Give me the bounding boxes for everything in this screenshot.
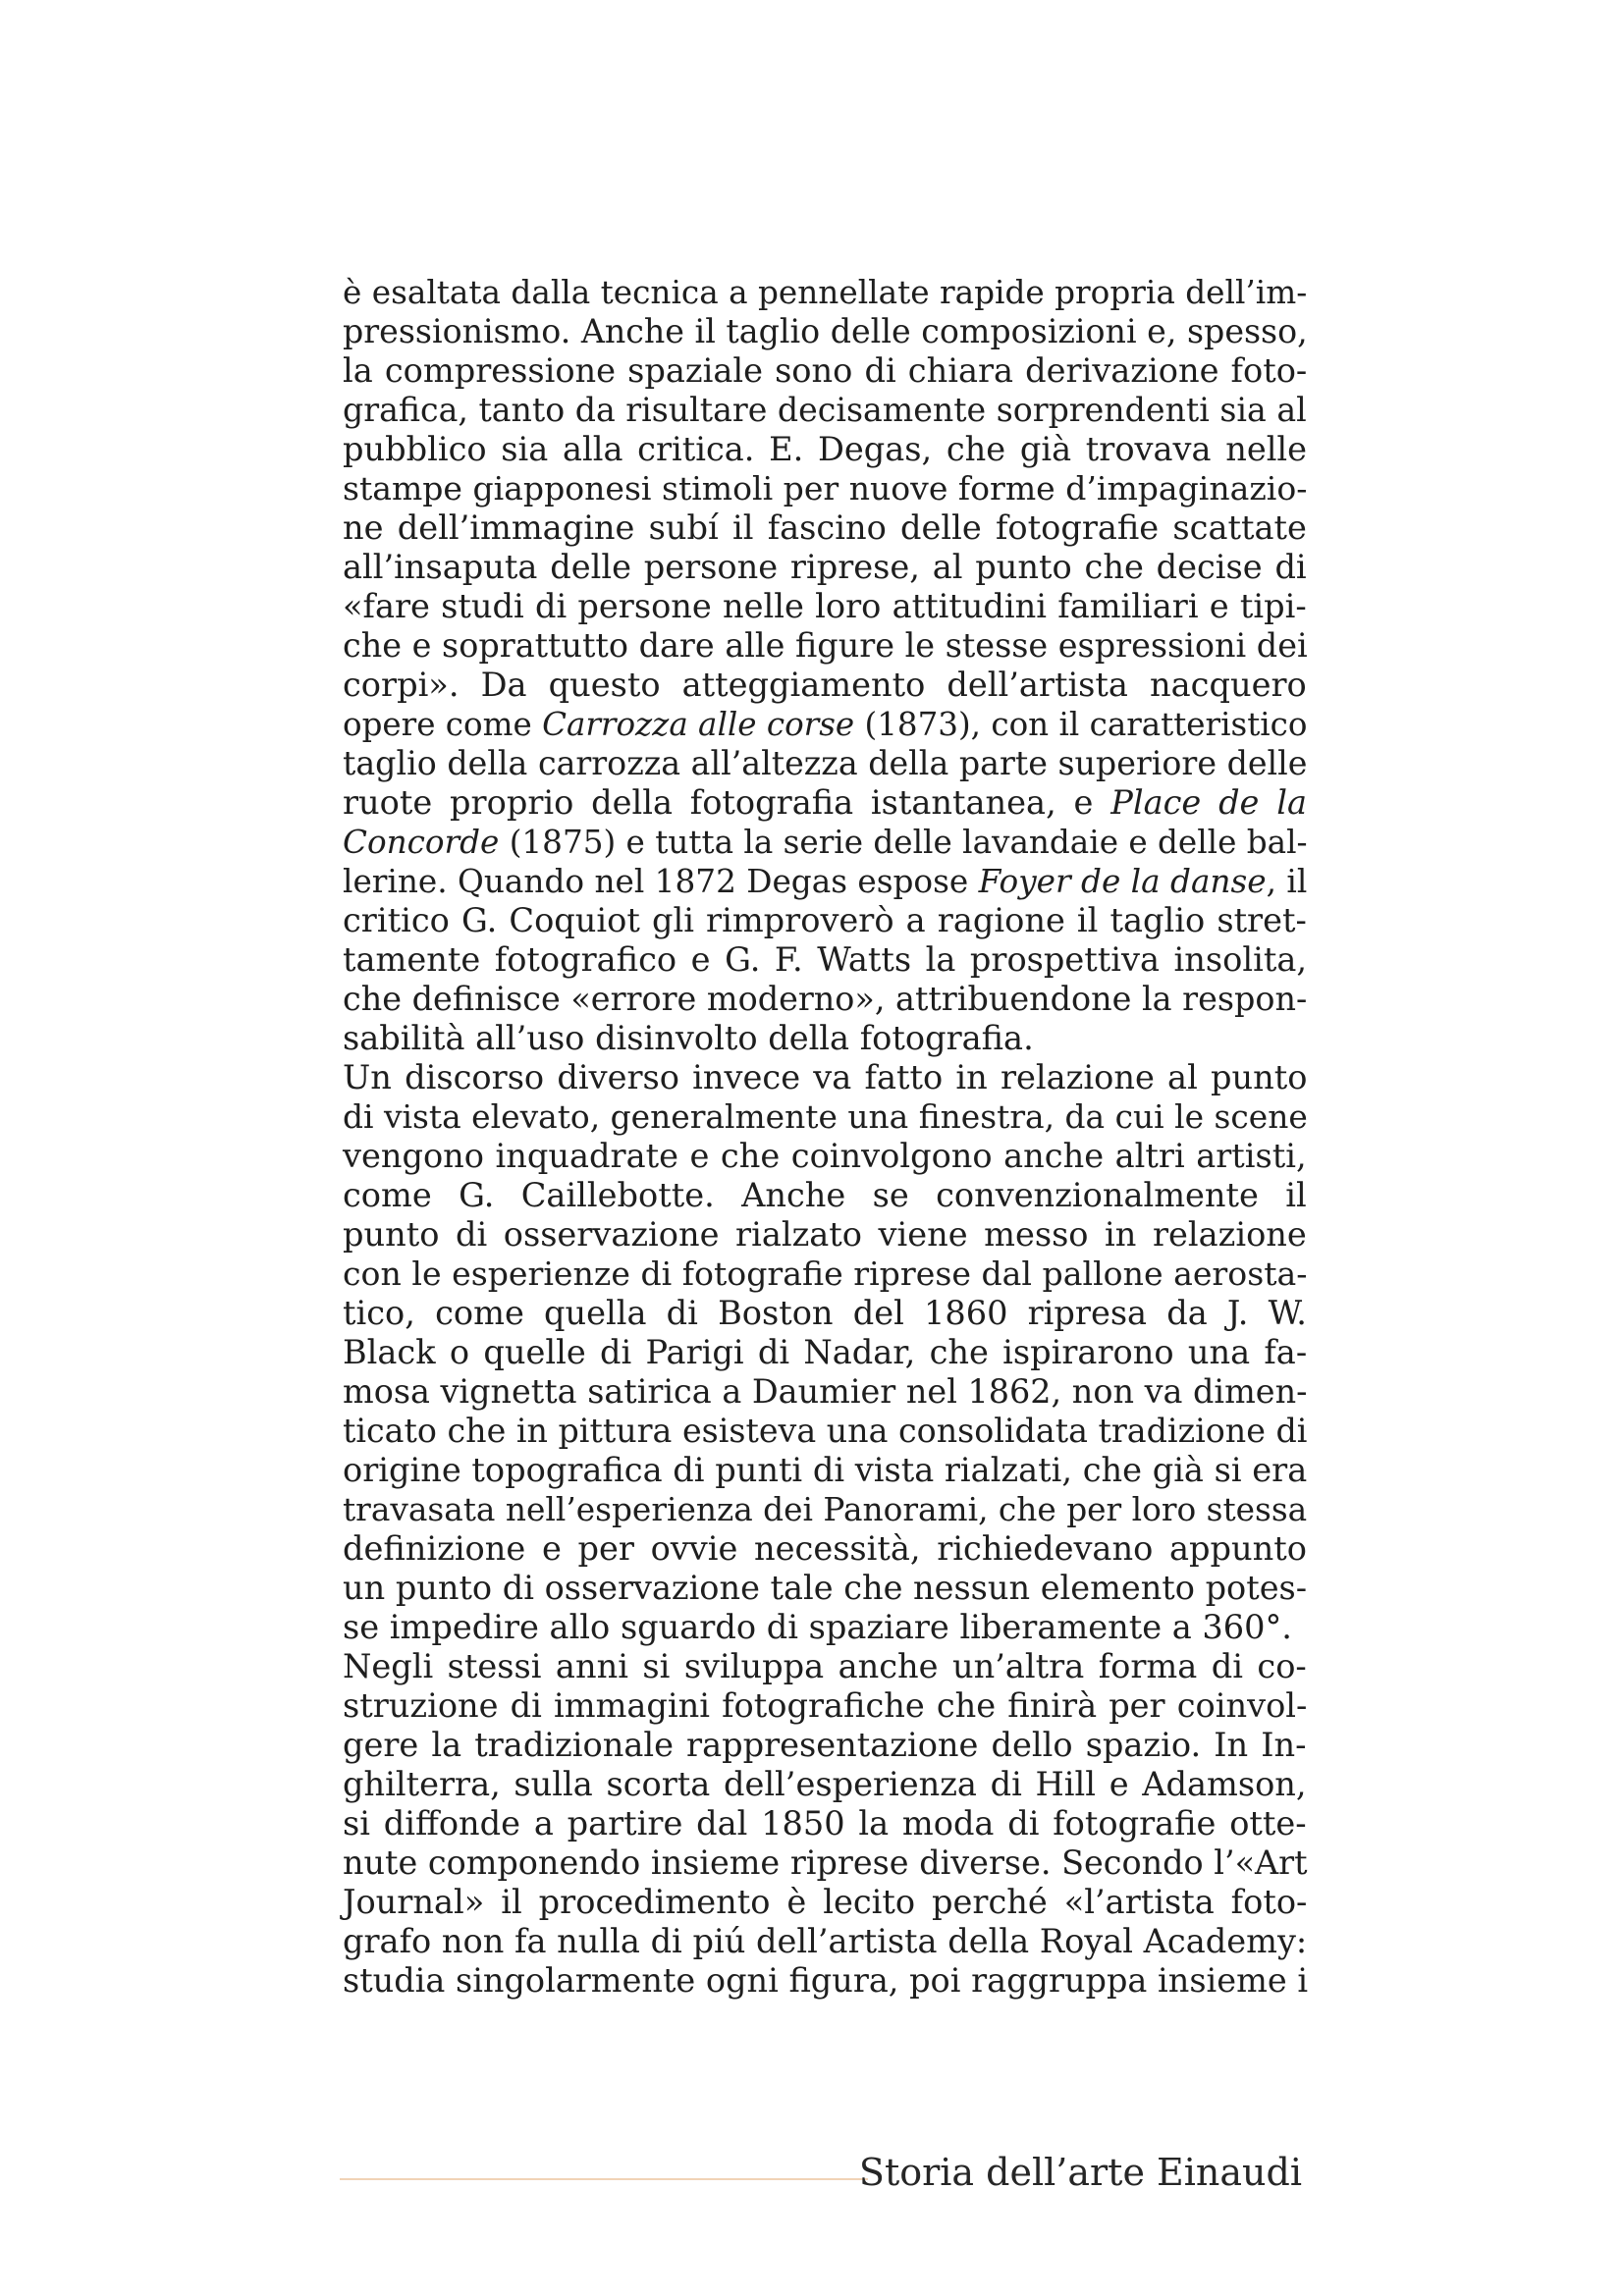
text-line: taglio della carrozza all’altezza della parte superiore delle [343,744,1308,782]
text-line: un punto di osservazione tale che nessun elemento potes- [343,1569,1308,1607]
text-line: tico, come quella di Boston del 1860 ripresa da J. W. [343,1294,1307,1332]
text-line: all’insaputa delle persone riprese, al punto che decise di [343,548,1307,586]
text-line: si diffonde a partire dal 1850 la moda di fotografie otte- [343,1804,1307,1842]
text-line [343,862,1307,901]
text-line: è esaltata dalla tecnica a pennellate rapide propria dell’im- [343,274,1308,311]
italic-title: Concorde [343,824,500,861]
text-line: gere la tradizionale rappresentazione dello spazio. In In- [343,1726,1307,1764]
text-line: se impedire allo sguardo di spaziare liberamente a 360°. [343,1608,1292,1646]
text-line: che definisce «errore moderno», attribuendone la respon- [343,980,1308,1018]
text-line: con le esperienze di fotografie riprese dal pallone aerosta- [343,1255,1308,1293]
text-line: che e soprattutto dare alle figure le stesse espressioni dei [343,626,1308,665]
footer-title: Storia dell’arte Einaudi [858,2151,1302,2194]
text-line: definizione e per ovvie necessità, richiedevano appunto [343,1529,1307,1568]
text-line: la compressione spaziale sono di chiara derivazione foto- [343,351,1308,390]
text-line: Negli stessi anni si sviluppa anche un’altra forma di co- [343,1647,1307,1685]
text-line: Journal» il procedimento è lecito perché «l’artista foto- [343,1883,1308,1921]
text-line: struzione di immagini fotografiche che finirà per coinvol- [343,1686,1308,1725]
text-line: di vista elevato, generalmente una finestra, da cui le scene [343,1097,1308,1136]
text-line: grafo non fa nulla di piú dell’artista della Royal Academy: [343,1922,1308,1960]
text-line: grafica, tanto da risultare decisamente sorprendenti sia al [343,391,1307,429]
paragraph [343,1058,1307,1647]
text-line: tamente fotografico e G. F. Watts la prospettiva insolita, [343,940,1308,979]
italic-title: Place de la [1110,783,1307,822]
text-line: sabilità all’uso disinvolto della fotografia. [343,1019,1034,1057]
text-line: critico G. Coquiot gli rimproverò a ragione il taglio stret- [343,901,1307,939]
text-line: nute componendo insieme riprese diverse. Secondo l’«Art [343,1843,1308,1882]
text-line: Un discorso diverso invece va fatto in relazione al punto [343,1058,1308,1096]
text-line [343,783,1307,823]
body-text [343,273,1307,2001]
text-line: vengono inquadrate e che coinvolgono anche altri artisti, [343,1137,1307,1175]
text-segment: (1873), con il caratteristico [854,706,1308,743]
text-line: pubblico sia alla critica. E. Degas, che già trovava nelle [343,430,1308,468]
text-line: Black o quelle di Parigi di Nadar, che ispirarono una fa- [343,1333,1308,1371]
text-line: corpi». Da questo atteggiamento dell’artista nacquero [343,666,1307,704]
text-segment: opere come [343,706,543,743]
text-line: come G. Caillebotte. Anche se convenzionalmente il [343,1176,1307,1214]
text-line: mosa vignetta satirica a Daumier nel 1862, non va dimen- [343,1372,1308,1411]
text-line: pressionismo. Anche il taglio delle composizioni e, spesso, [343,312,1308,350]
text-line: ticato che in pittura esisteva una consolidata tradizione di [343,1412,1308,1450]
text-segment: (1875) e tutta la serie delle lavandaie e delle bal- [499,824,1308,861]
text-line: origine topografica di punti di vista rialzati, che già si era [343,1451,1308,1489]
italic-title: Foyer de la danse [978,863,1267,900]
text-segment: lerine. Quando nel 1872 Degas espose [343,863,979,900]
text-segment: , il [1266,863,1308,900]
text-line: «fare studi di persone nelle loro attitudini familiari e tipi- [343,587,1307,625]
text-line: ghilterra, sulla scorta dell’esperienza di Hill e Adamson, [343,1765,1307,1803]
paragraph [343,1647,1307,2001]
text-line: ne dell’immagine subí il fascino delle fotografie scattate [343,508,1307,547]
text-segment: ruote proprio della fotografia istantanea, e [343,783,1111,822]
text-line: stampe giapponesi stimoli per nuove forme d’impaginazio- [343,469,1308,507]
text-line [343,823,1307,862]
text-line: travasata nell’esperienza dei Panorami, che per loro stessa [343,1491,1308,1528]
footer-rule [340,2178,868,2180]
text-line [343,705,1307,744]
text-line: punto di osservazione rialzato viene messo in relazione [343,1215,1307,1254]
italic-title: Carrozza alle corse [542,706,855,743]
text-line: studia singolarmente ogni figura, poi raggruppa insieme i [343,1961,1309,2000]
paragraph [343,273,1307,1058]
